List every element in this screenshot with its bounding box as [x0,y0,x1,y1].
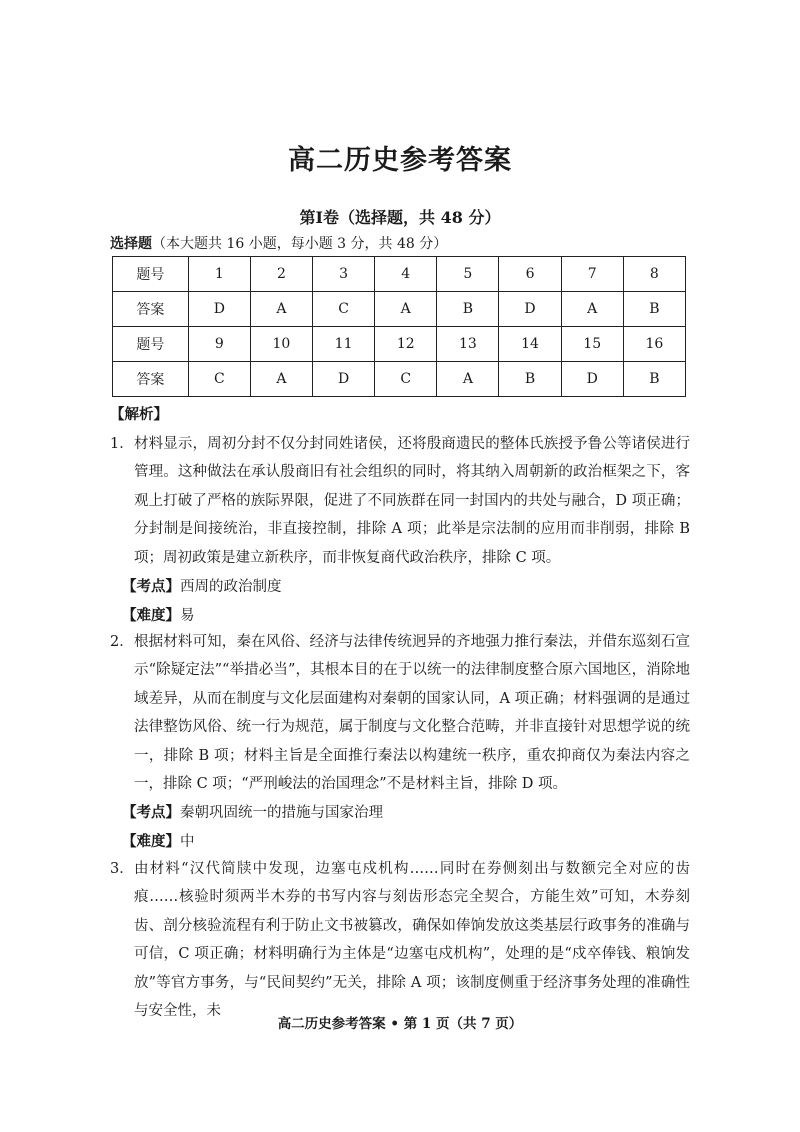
nandu-note [122,604,195,625]
question-number: 4 [375,257,437,292]
nandu-note [122,830,195,851]
answer-cell: A [250,362,312,397]
answer-cell: C [375,362,437,397]
answer-cell: B [623,362,685,397]
question-number: 9 [188,327,250,362]
answer-cell: D [499,292,561,327]
question-number: 7 [561,257,623,292]
question-number: 14 [499,327,561,362]
question-number: 16 [623,327,685,362]
answer-cell: B [623,292,685,327]
table-row [113,362,686,397]
nandu-label: 【难度】 [122,833,180,850]
row-label-question: 题号 [113,327,189,362]
mcq-label: 选择题 [110,236,152,252]
nandu-value: 易 [180,608,195,624]
kaodian-note [122,801,383,822]
answer-cell: B [437,292,499,327]
table-row [113,327,686,362]
answer-cell: D [188,292,250,327]
table-row [113,292,686,327]
analysis-item [110,855,690,1025]
question-number: 3 [313,257,375,292]
answer-cell: C [313,292,375,327]
question-number: 1 [188,257,250,292]
mcq-description: （本大题共 16 小题，每小题 3 分，共 48 分） [152,236,448,252]
item-number: 2． [110,634,134,650]
question-number: 13 [437,327,499,362]
row-label-question: 题号 [113,257,189,292]
analysis-item [110,628,690,798]
section-title: 第Ⅰ卷（选择题，共 48 分） [299,208,501,227]
nandu-value: 中 [180,834,195,850]
item-number: 1． [110,436,134,452]
answer-table [112,256,686,397]
table-row [113,257,686,292]
row-label-answer: 答案 [113,292,189,327]
answer-cell: D [561,362,623,397]
analysis-label: 【解析】 [110,406,168,423]
answer-cell: A [561,292,623,327]
page-footer: 高二历史参考答案 • 第 1 页（共 7 页） [277,1016,523,1032]
kaodian-label: 【考点】 [122,804,180,821]
kaodian-value: 西周的政治制度 [180,579,282,595]
item-text: 材料显示，周初分封不仅分封同姓诸侯，还将殷商遗民的整体氏族授予鲁公等诸侯进行管理。这种做法在承认殷商旧有社会组织的同时，将其纳入周朝新的政治框架之下，客观上打破了严格的族际界限，促进了不同族群在同一封国内的共处与融合，D 项正确；分封制是间接统治，非直接控制，排除 A 项；此举是宗法制的应用而非削弱，排除 B 项；周初政策是建立新秩序，而非恢复商代政治秩序，排除 C 项。 [134,436,690,566]
kaodian-value: 秦朝巩固统一的措施与国家治理 [180,805,383,821]
answer-cell: C [188,362,250,397]
page-title: 高二历史参考答案 [288,145,512,176]
answer-cell: A [437,362,499,397]
item-number: 3． [110,861,134,877]
question-number: 15 [561,327,623,362]
item-text: 由材料“汉代简牍中发现，边塞屯戍机构……同时在券侧刻出与数额完全对应的齿痕……核验时须两半木券的书写内容与刻齿形态完全契合，方能生效”可知，木券刻齿、剖分核验流程有利于防止文书被篡改，确保如俸饷发放这类基层行政事务的准确与可信，C 项正确；材料明确行为主体是“边塞屯戍机构”，处理的是“戍卒俸钱、粮饷发放”等官方事务，与“民间契约”无关，排除 A 项；该制度侧重于经济事务处理的准确性与安全性，未 [134,861,690,1020]
answer-cell: B [499,362,561,397]
kaodian-note [122,575,282,596]
question-number: 6 [499,257,561,292]
nandu-label: 【难度】 [122,607,180,624]
question-number: 12 [375,327,437,362]
answer-cell: A [250,292,312,327]
item-text: 根据材料可知，秦在风俗、经济与法律传统迥异的齐地强力推行秦法，并借东巡刻石宣示“除疑定法”“举措必当”，其根本目的在于以统一的法律制度整合原六国地区，消除地域差异，从而在制度与文化层面建构对秦朝的国家认同，A 项正确；材料强调的是通过法律整饬风俗、统一行为规范，属于制度与文化整合范畴，并非直接针对思想学说的统一，排除 B 项；材料主旨是全面推行秦法以构建统一秩序，重农抑商仅为秦法内容之一，排除 C 项；“严刑峻法的治国理念”不是材料主旨，排除 D 项。 [134,634,690,793]
analysis-item [110,430,690,572]
mcq-heading [110,233,447,253]
question-number: 5 [437,257,499,292]
row-label-answer: 答案 [113,362,189,397]
answer-cell: A [375,292,437,327]
answer-cell: D [313,362,375,397]
question-number: 11 [313,327,375,362]
question-number: 8 [623,257,685,292]
kaodian-label: 【考点】 [122,578,180,595]
question-number: 2 [250,257,312,292]
question-number: 10 [250,327,312,362]
